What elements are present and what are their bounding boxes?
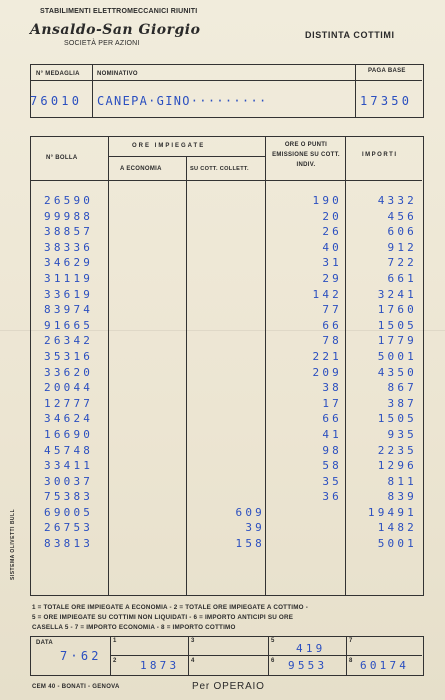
id-sep-2 [355,64,356,117]
collett-cell: 609 [235,505,265,519]
punti-cell: 41 [322,427,342,441]
bolla-cell: 16690 [44,427,94,441]
punti-cell: 78 [322,334,342,348]
bolla-cell: 75383 [44,490,94,504]
id-box [30,64,424,118]
punti-cell: 31 [322,256,342,270]
punti-cell [282,520,342,536]
id-sep-1 [92,64,93,117]
totals-sep-3 [268,636,269,675]
importo-cell: 1505 [377,318,417,332]
importo-cell: 456 [387,209,417,223]
bolla-cell: 35316 [44,349,94,363]
totals-sep-1 [110,636,111,675]
table-header-divider [30,180,422,181]
col-ore-header: ORE IMPIEGATE [132,143,206,149]
bolla-cell: 20044 [44,381,94,395]
collett-cell [205,318,265,334]
document-title: DISTINTA COTTIMI [305,30,395,40]
totals-sep-4 [346,636,347,675]
punti-cell: 40 [322,240,342,254]
box1-label: 1 [113,638,117,644]
bolla-cell: 34629 [44,256,94,270]
importo-cell: 912 [387,240,417,254]
box5-label: 5 [271,638,275,644]
company-line1: STABILIMENTI ELETTROMECCANICI RIUNITI [40,8,198,15]
bolla-cell: 26590 [44,194,94,207]
importo-cell: 5001 [377,537,417,551]
importo-cell: 1296 [377,459,417,473]
punti-cell: 35 [322,474,342,488]
box6-label: 6 [271,658,275,664]
company-logo: Ansaldo-San Giorgio [30,22,201,38]
punti-cell [282,536,342,552]
bolla-cell: 69005 [44,505,94,519]
collett-cell [205,287,265,303]
bolla-cell: 33620 [44,365,94,379]
box8-label: 8 [349,658,353,664]
punti-cell: 58 [322,459,342,473]
punti-cell: 20 [322,209,342,223]
collett-cell [205,333,265,349]
bolla-cell: 38857 [44,225,94,239]
data-label: DATA [36,640,53,646]
data-value: 7·62 [60,649,102,663]
importo-cell: 1482 [377,521,417,535]
collett-cell [205,193,265,209]
legend-line3: CASELLA 5 - 7 = IMPORTO ECONOMIA - 8 = IMPORTO COTTIMO [32,624,236,631]
bolla-cell: 30037 [44,474,94,488]
punti-cell [282,505,342,521]
punti-cell: 190 [312,194,342,207]
importo-cell: 811 [387,474,417,488]
collett-cell [205,271,265,287]
punti-cell: 221 [312,349,342,363]
bolla-cell: 12777 [44,396,94,410]
punti-cell: 38 [322,381,342,395]
punti-cell: 98 [322,443,342,457]
collett-cell [205,474,265,490]
importo-cell: 4332 [377,194,417,207]
col-sep-economia [186,156,187,595]
bolla-cell: 83813 [44,537,94,551]
col-importi-header: IMPORTI [362,152,398,158]
bolla-cell: 33619 [44,287,94,301]
collett-cell [205,396,265,412]
collett-cell [205,349,265,365]
collett-cell [205,411,265,427]
punti-cell: 209 [312,365,342,379]
bolla-cell: 99988 [44,209,94,223]
col-sep-collett [265,136,266,595]
importo-cell: 2235 [377,443,417,457]
box6-value: 9553 [288,659,328,672]
totals-sep-2 [188,636,189,675]
bolla-cell: 26342 [44,334,94,348]
punti-cell: 29 [322,271,342,285]
printer-imprint: CEM 40 - BONATI - GENOVA [32,684,120,690]
importo-cell: 4350 [377,365,417,379]
punti-cell: 66 [322,412,342,426]
totals-mid-divider [110,655,422,656]
bolla-cell: 45748 [44,443,94,457]
box2-label: 2 [113,658,117,664]
importo-cell: 3241 [377,287,417,301]
punti-cell: 36 [322,490,342,504]
box3-label: 3 [191,638,195,644]
punti-cell: 17 [322,396,342,410]
collett-cell [205,443,265,459]
col-collett-header: SU COTT. COLLETT. [190,166,249,172]
collett-cell [205,255,265,271]
importo-cell: 722 [387,256,417,270]
col-bolla-header: N° BOLLA [46,155,78,161]
bolla-column [44,193,93,552]
medaglia-label: N° MEDAGLIA [36,71,80,77]
collett-cell: 39 [245,521,265,535]
collett-cell [205,365,265,381]
box2-value: 1873 [140,659,180,672]
bolla-cell: 34624 [44,412,94,426]
collett-cell [205,380,265,396]
punti-column [282,193,342,552]
collett-cell: 158 [235,537,265,551]
col-sep-punti [345,136,346,595]
nominativo-label: NOMINATIVO [97,71,138,77]
paga-base-value: 17350 [360,94,413,108]
punti-cell: 66 [322,318,342,332]
nominativo-value: CANEPA·GINO········· [97,94,268,108]
bolla-cell: 26753 [44,521,94,535]
bolla-cell: 83974 [44,303,94,317]
legend-line2: 5 = ORE IMPIEGATE SU COTTIMI NON LIQUIDATI - 6 = IMPORTO ANTICIPI SU ORE [32,614,294,621]
importo-cell: 1779 [377,334,417,348]
importi-column [355,193,417,552]
collett-column [205,193,265,552]
paga-base-label: PAGA BASE [368,68,406,74]
id-divider [30,80,422,81]
punti-cell: 26 [322,225,342,239]
collett-cell [205,240,265,256]
importo-cell: 935 [387,427,417,441]
medaglia-value: 76010 [30,94,83,108]
importo-cell: 661 [387,271,417,285]
collett-cell [205,302,265,318]
legend-line1: 1 = TOTALE ORE IMPIEGATE A ECONOMIA - 2 = TOTALE ORE IMPIEGATE A COTTIMO - [32,604,309,611]
importo-cell: 1760 [377,303,417,317]
side-print: SISTEMA OLIVETTI BULL [10,508,16,580]
collett-cell [205,458,265,474]
importo-cell: 387 [387,396,417,410]
importo-cell: 606 [387,225,417,239]
importo-cell: 1505 [377,412,417,426]
box8-value: 60174 [360,659,410,672]
importo-cell: 5001 [377,349,417,363]
punti-cell: 142 [312,287,342,301]
box4-label: 4 [191,658,195,664]
collett-cell [205,489,265,505]
col-economia-header: A ECONOMIA [120,166,162,172]
importo-cell: 19491 [367,505,417,519]
box7-label: 7 [349,638,353,644]
punti-cell: 77 [322,303,342,317]
bolla-cell: 33411 [44,459,94,473]
collett-cell [205,427,265,443]
collett-cell [205,209,265,225]
collett-cell [205,224,265,240]
importo-cell: 867 [387,381,417,395]
col-punti-header: ORE O PUNTI EMISSIONE SU COTT. INDIV. [272,142,340,168]
bolla-cell: 91665 [44,318,94,332]
per-operaio-label: Per OPERAIO [192,681,265,692]
company-line2: SOCIETÀ PER AZIONI [64,40,140,47]
col-sep-bolla [108,136,109,595]
box5-value: 419 [296,642,326,655]
importo-cell: 839 [387,490,417,504]
bolla-cell: 38336 [44,240,94,254]
bolla-cell: 31119 [44,271,94,285]
